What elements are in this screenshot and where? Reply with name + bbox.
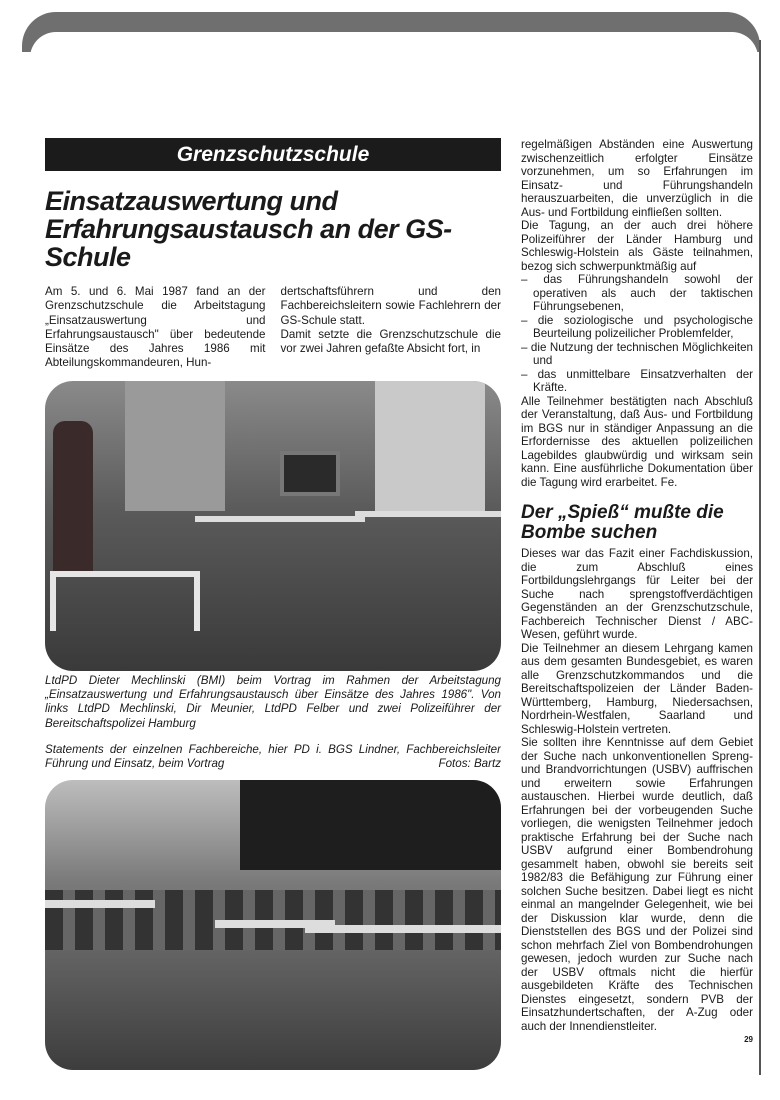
subheadline: Der „Spieß“ mußte die Bombe suchen	[521, 502, 724, 543]
page-header-inner	[30, 32, 758, 62]
list-item: – die Nutzung der technischen Möglichkeiten und	[521, 340, 753, 367]
list-item: – die soziologische und psychologische Beurteilung polizeilicher Problemfelder,	[521, 313, 753, 340]
topic-list	[521, 273, 753, 395]
intro-paragraph: Am 5. und 6. Mai 1987 fand an der Grenzschutzschule die Arbeitstagung „Einsatzauswertung und Erfahrungsaustausch" über bedeutende Einsätze des Jahres 1986 mit Abteilungskommandeuren, Hun-	[45, 285, 266, 370]
list-item: – das unmittelbare Einsatzverhalten der Kräfte.	[521, 367, 753, 394]
intro-paragraph: dertschaftsführern und den Fachbereichsleitern sowie Fachlehrern der GS-Schule statt.	[280, 285, 501, 327]
body-paragraph: Sie sollten ihre Kenntnisse auf dem Gebiet der Suche nach unkonventionellen Spreng- und Brandvorrichtungen (USBV) auffrischen und erweitern sowie Erfahrungen austauschen. Hierbei wurde deutlich, daß Erfahrungen bei der vorbeugenden Suche vorliegen, die wenigsten Teilnehmer jedoch praktische Erfahrung bei der Suche nach USBV aufgrund einer Bombendrohung gesammelt haben, obwohl sie bereits seit 1982/83 die Befähigung zur Führung einer solchen Suche besitzen. Dabei liegt es nicht einmal an mangelnder Gelegenheit, wie bei der Diskussion klar wurde, denn die Dienststellen des BGS und der Polizei sind schon mehrfach Ziel von Bombendrohungen gewesen, jedoch wurden zur Suche nach der USBV oftmals nicht die hierfür ausgebildeten Kräfte des Technischen Dienstes eingesetzt, sondern PVB der Einsatzhundertschaften, der A-Zug oder auch der Innendienstleiter.	[521, 736, 753, 1033]
column-rule	[759, 40, 761, 1075]
photo-caption-2	[45, 743, 501, 772]
photo-speaker-conference	[45, 381, 501, 671]
body-paragraph: Die Teilnehmer an diesem Lehrgang kamen aus dem gesamten Bundesgebiet, es waren alle Grenzschutzkommandos und die Bereitschaftspolizeien der Länder Baden-Württemberg, Hamburg, Niedersachsen, Nordrhein-Westfalen, Saarland und Schleswig-Holstein vertreten.	[521, 641, 753, 736]
intro-column-1	[45, 285, 266, 371]
intro-column-2	[281, 285, 502, 371]
page-number: 29	[744, 1035, 753, 1044]
caption-text: Statements der einzelnen Fachbereiche, hier PD i. BGS Lindner, Fachbereichsleiter Führung und Einsatz, beim Vortrag	[45, 742, 501, 771]
headline: Einsatzauswertung und Erfahrungsaustausch an der GS-Schule	[45, 186, 452, 272]
photo-seminar-audience	[45, 780, 501, 1070]
left-column	[45, 138, 501, 1070]
right-column	[521, 138, 753, 1045]
body-paragraph: Die Tagung, an der auch drei höhere Polizeiführer der Länder Hamburg und Schleswig-Holstein als Gäste teilnahmen, bezog sich schwerpunktmäßig auf	[521, 219, 753, 273]
body-paragraph: Alle Teilnehmer bestätigten nach Abschluß der Veranstaltung, daß Aus- und Fortbildung im BGS nur in ständiger Anpassung an die Erfordernisse des aktuellen polizeilichen Lagebildes glaubwürdig und wirksam sein kann. Eine ausführliche Dokumentation über die Tagung wird erarbeitet. Fe.	[521, 394, 753, 489]
photo-credit: Fotos: Bartz	[438, 757, 501, 771]
photo-caption-1: LtdPD Dieter Mechlinski (BMI) beim Vortrag im Rahmen der Arbeitstagung „Einsatzauswertung und Erfahrungsaustausch über Einsätze des Jahres 1986". Von links LtdPD Mechlinski, Dir Meunier, LtdPD Felber und zwei Polizeiführer der Bereitschaftspolizei Hamburg	[45, 673, 501, 730]
section-banner: Grenzschutzschule	[45, 138, 501, 171]
body-paragraph: Dieses war das Fazit einer Fachdiskussion, die zum Abschluß eines Fortbildungslehrgangs für Leiter bei der Suche nach sprengstoffverdächtigen Gegenständen an der Grenzschutzschule, Fachbereich Technischer Dienst / ABC-Wesen, geführt wurde.	[521, 547, 753, 641]
intro-paragraph: Damit setzte die Grenzschutzschule die vor zwei Jahren gefaßte Absicht fort, in	[280, 327, 501, 356]
intro-columns	[45, 285, 501, 371]
body-paragraph: regelmäßigen Abständen eine Auswertung zwischenzeitlich erfolgter Einsätze vorzunehmen, um so Erfahrungen im Einsatz- und Führungshandeln herauszuarbeiten, die unverzüglich in die Aus- und Fortbildung einfließen sollten.	[521, 138, 753, 219]
list-item: – das Führungshandeln sowohl der operativen als auch der taktischen Führungsebenen,	[521, 273, 753, 313]
